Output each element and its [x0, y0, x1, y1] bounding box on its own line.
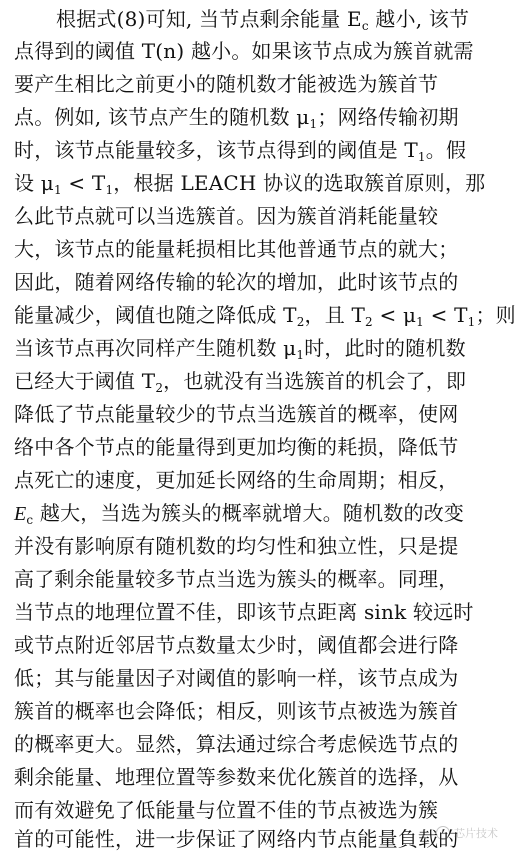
text-line-18: 高了剩余能量较多节点当选为簇头的概率。同理，: [14, 567, 459, 591]
text-line-13: 降低了节点能量较少的节点当选簇首的概率，使网: [14, 402, 459, 426]
text-line-4: 点。例如, 该节点产生的随机数 $\mu_1$；网络传输初期: [14, 105, 459, 131]
text-line-9: 因此，随着网络传输的轮次的增加，此时该节点的: [14, 270, 459, 294]
text-line-3: 要产生相比之前更小的随机数才能被选为簇首节: [14, 72, 439, 96]
text-line-15: 点死亡的速度，更加延长网络的生命周期；相反，: [14, 468, 459, 492]
watermark-text: 芯片技术: [454, 827, 498, 840]
watermark-logo-icon: [436, 826, 450, 840]
text-line-7: 么此节点就可以当选簇首。因为簇首消耗能量较: [14, 204, 439, 228]
text-line-21: 低；其与能量因子对阈值的影响一样，该节点成为: [14, 666, 459, 690]
text-line-20: 或节点附近邻居节点数量太少时，阈值都会进行降: [14, 633, 459, 657]
text-line-10: 能量减少，阈值也随之降低成 $T_2$，且 $T_2 < \mu_1 < T_1$；则: [14, 303, 516, 329]
text-line-24: 剩余能量、地理位置等参数来优化簇首的选择，从: [14, 765, 459, 789]
text-line-26: 首的可能性，进一步保证了网络内节点能量負载的: [14, 827, 459, 851]
text-line-5: 时，该节点能量较多，该节点得到的阈值是 $T_1$。假: [14, 138, 467, 164]
text-line-25: 而有效避免了低能量与位置不佳的节点被选为簇: [14, 798, 439, 822]
text-line-23: 的概率更大。显然，算法通过综合考虑候选节点的: [14, 732, 459, 756]
text-line-22: 簇首的概率也会降低；相反，则该节点被选为簇首: [14, 699, 459, 723]
text-line-6: 设 $\mu_1 < T_1$，根据 LEACH 协议的选取簇首原则，那: [14, 171, 486, 197]
text-line-17: 并没有影响原有随机数的均匀性和独立性，只是提: [14, 534, 459, 558]
text-line-1: 根据式(8)可知, 当节点剩余能量 $E_c$ 越小, 该节: [56, 7, 470, 33]
text-line-2: 点得到的阈值 T(n) 越小。如果该节点成为簇首就需: [14, 39, 474, 63]
text-line-16: $E_c$ 越大，当选为簇头的概率就增大。随机数的改变: [14, 501, 465, 527]
text-line-14: 络中各个节点的能量得到更加均衡的耗损，降低节: [14, 435, 459, 459]
text-line-8: 大，该节点的能量耗损相比其他普通节点的就大；: [14, 237, 459, 261]
watermark: [436, 825, 498, 841]
text-line-11: 当该节点再次同样产生随机数 $\mu_1$时，此时的随机数: [14, 336, 466, 362]
text-line-19: 当节点的地理位置不佳，即该节点距离 sink 较远时: [14, 600, 474, 624]
text-line-12: 已经大于阈值 $T_2$，也就没有当选簇首的机会了，即: [14, 369, 467, 395]
